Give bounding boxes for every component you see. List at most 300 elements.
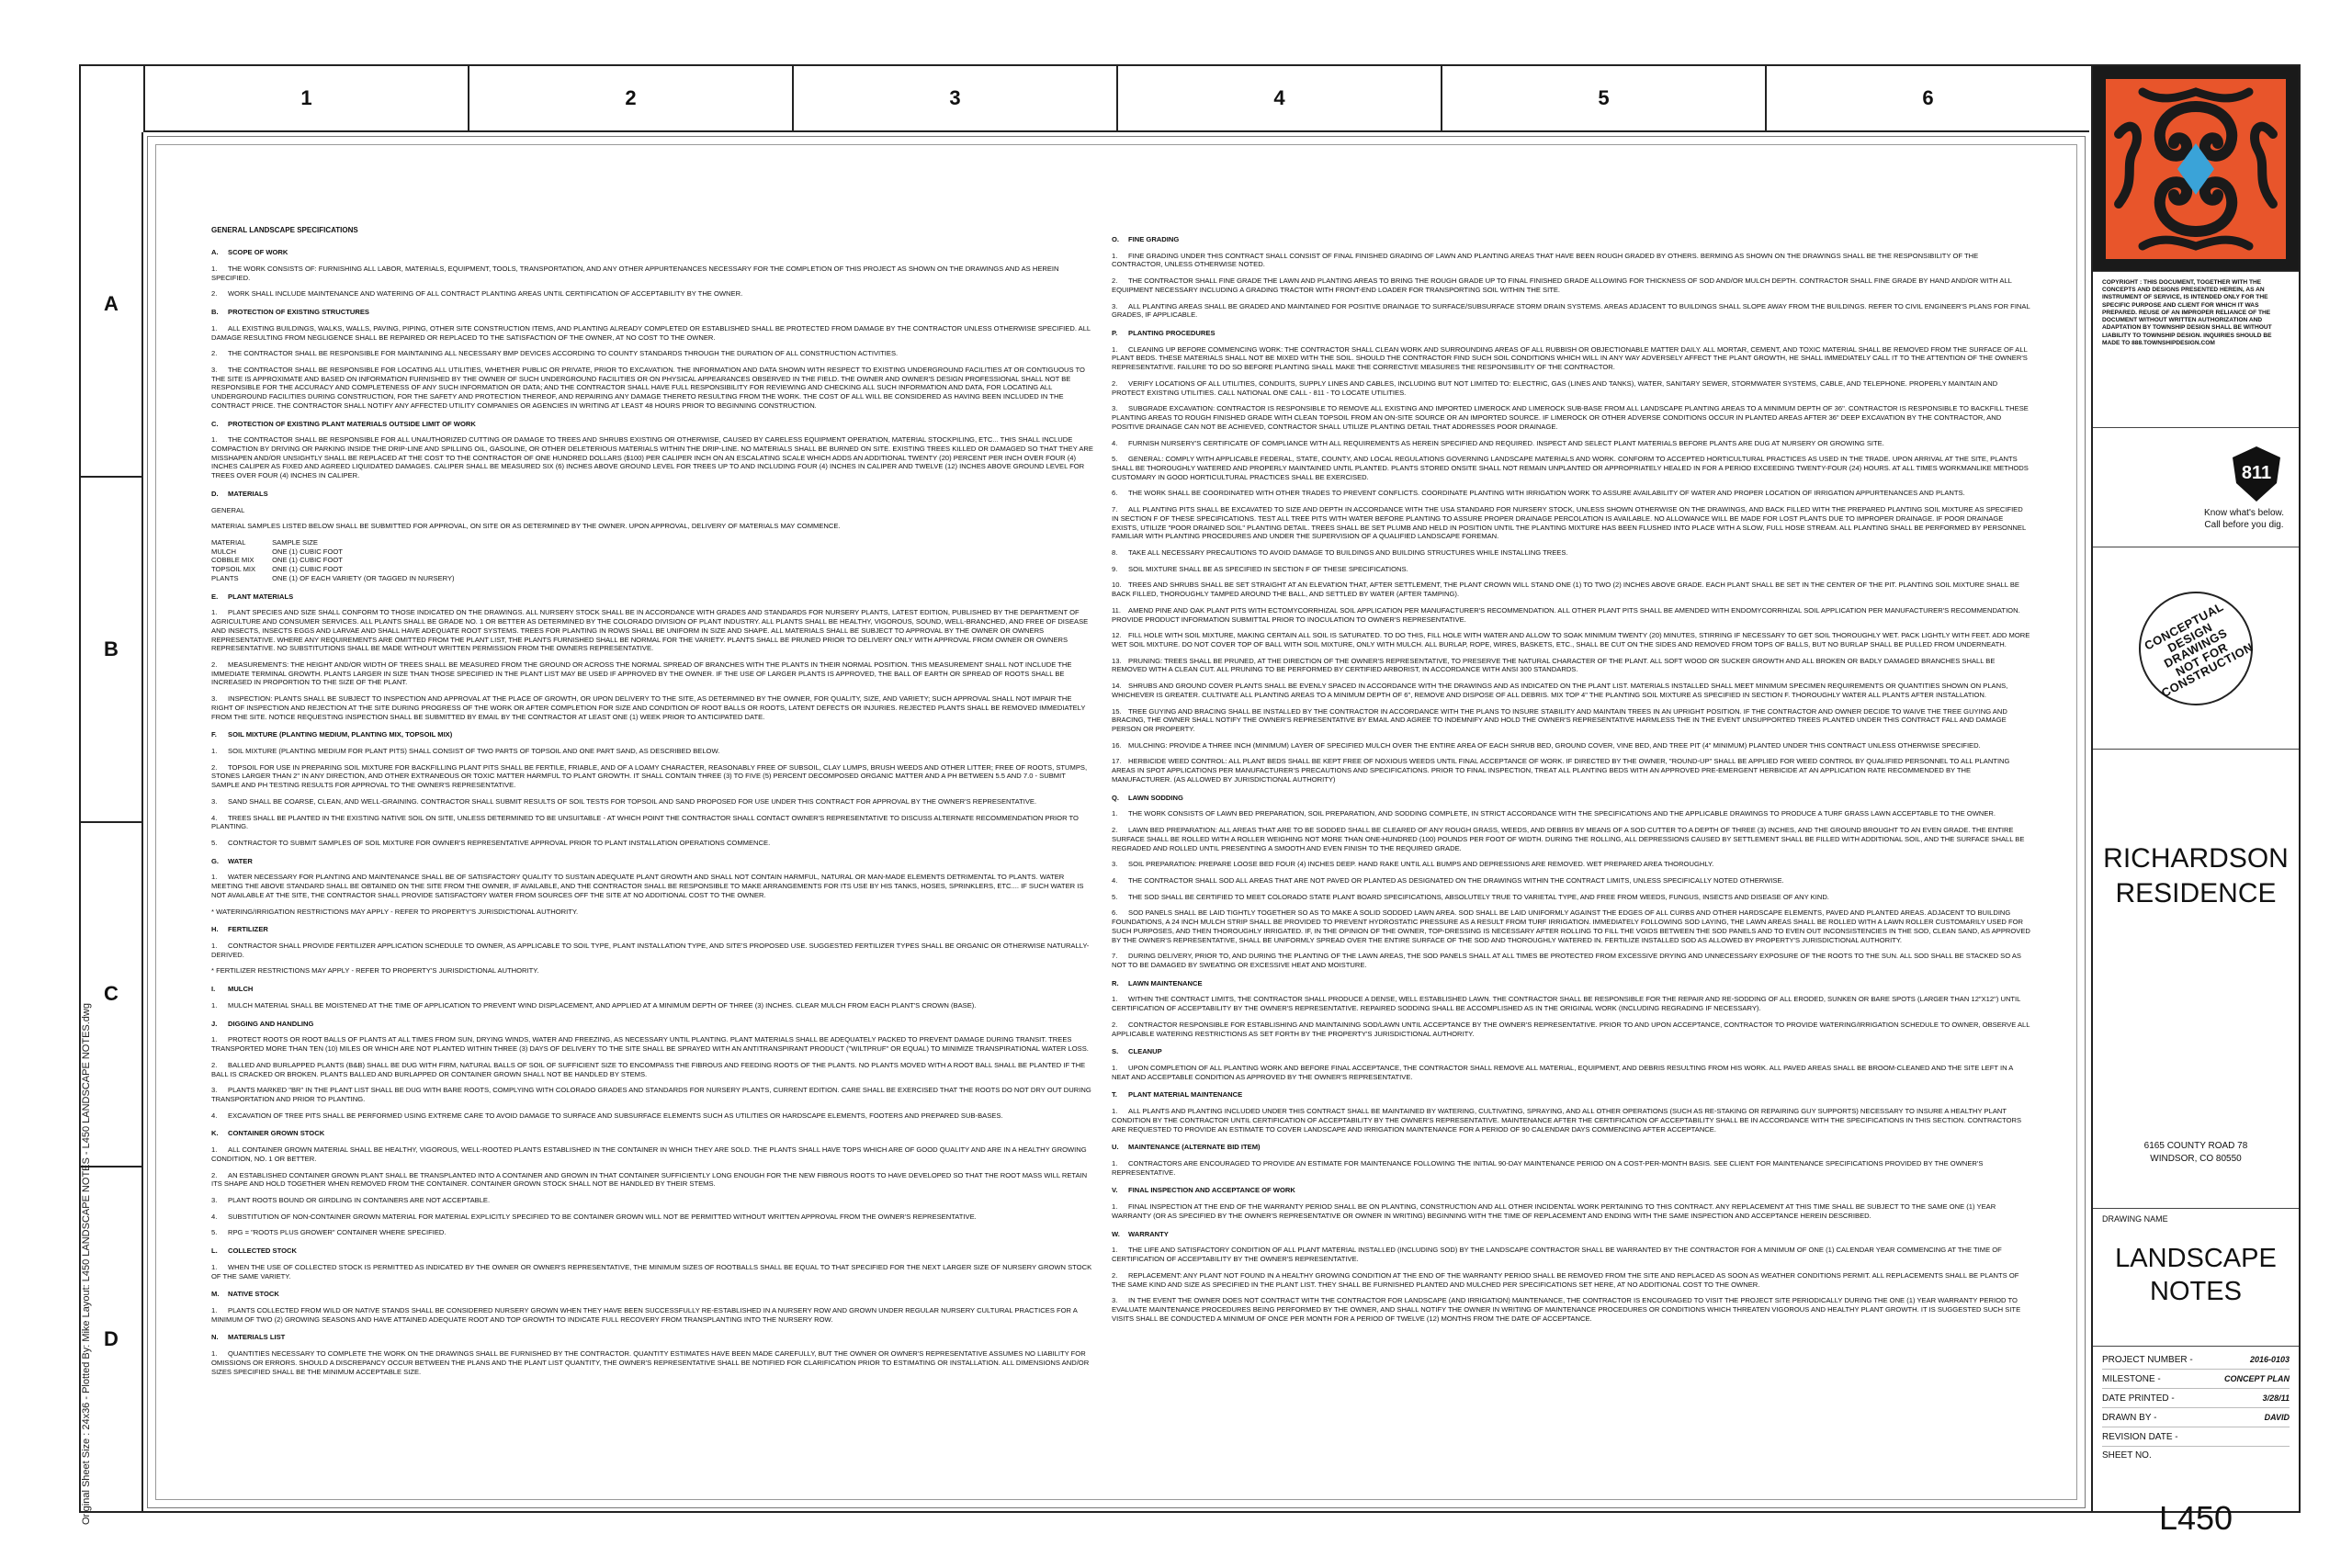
note-text: UPON COMPLETION OF ALL PLANTING WORK AND BEFORE FINAL ACCEPTANCE, THE CONTRACTOR SHALL REMOVE ALL MATERIAL, EQUIPMENT, AND DEBRIS RESULTING FROM HIS WORK. ALL PAVED AREAS SHALL BE BROOM-CLEANED AND THE SITE LEFT IN A NEAT AND ACCEPTABLE CONDITION AS APPROVED BY THE OWNER'S REPRESENTATIVE.: [1112, 1064, 2013, 1081]
note-paragraph: [211, 366, 1093, 411]
note-text: BALLED AND BURLAPPED PLANTS (B&B) SHALL BE DUG WITH FIRM, NATURAL BALLS OF SOIL OF SUFFICIENT SIZE TO ENCOMPASS THE FIBROUS AND FEEDING ROOTS OF THE PLANTS. NO PLANTS MOVED WITH A ROOT BALL SHALL BE PLANTED IF THE BALL IS CRACKED OR BROKEN. PLANTS BALLED AND BURLAPPED OR CONTAINER GROWN SHALL NOT BE HANDLED BY STEMS.: [211, 1060, 1086, 1078]
table-row: [211, 556, 471, 565]
note-number: 10.: [1112, 581, 1122, 590]
note-text: ALL PLANTS AND PLANTING INCLUDED UNDER THIS CONTRACT SHALL BE MAINTAINED BY WATERING, CULTIVATING, SPRAYING, AND ALL OTHER OPERATIONS (SUCH AS RE-STAKING OR REPAIRING GUY SUPPORTS) NECESSARY TO INSURE A HEALTHY PLANT CONDITION BY THE CONTRACTOR UNTIL CERTIFICATION OF ACCEPTABILITY BY THE OWNER'S REPRESENTATIVE. MAINTENANCE AFTER THE CERTIFICATION OF ACCEPTABILITY SHALL BE IN ACCORDANCE WITH THE SPECIFICATIONS IN THIS SECTION. CONTRACTORS ARE REQUESTED TO PROVIDE AN ESTIMATE TO COVER LANDSCAPE AND IRRIGATION MAINTENANCE FOR A PERIOD OF 90 CALENDAR DAYS COMMENCING AFTER ACCEPTANCE.: [1112, 1107, 2022, 1134]
section-heading: [211, 248, 1093, 257]
note-text: GENERAL: COMPLY WITH APPLICABLE FEDERAL, STATE, COUNTY, AND LOCAL REGULATIONS GOVERNING LANDSCAPE MATERIALS AND WORK. CONFORM TO ACCEPTED HORTICULTURAL PRACTICES AS USED IN THE TRADE. UPON ARRIVAL AT THE SITE, PLANTS SHALL BE THOROUGHLY WATERED AND PROPERLY MAINTAINED UNTIL PLANTED. PLANTS STORED ONSITE SHALL NOT REMAIN UNPLANTED OR APPROPRIATELY HEALED IN FOR A PERIOD EXCEEDING TWENTY-FOUR (24) HOURS. AT ALL TIMES WORKMANLIKE METHODS CUSTOMARY IN GOOD HORTICULTURAL PRACTICES SHALL BE EXERCISED.: [1112, 455, 2029, 481]
drawing-name: LANDSCAPE NOTES: [2115, 1244, 2277, 1307]
table-cell: TOPSOIL MIX: [211, 565, 256, 574]
section-letter: B.: [211, 308, 219, 317]
section-title: CONTAINER GROWN STOCK: [228, 1129, 325, 1138]
note-text: WITHIN THE CONTRACT LIMITS, THE CONTRACTOR SHALL PRODUCE A DENSE, WELL ESTABLISHED LAWN. THE CONTRACTOR SHALL BE RESPONSIBLE FOR THE REPAIR AND RE-SODDING OF ALL ERODED, SUNKEN OR BARE SPOTS (LARGER THAN 12"X12") UNTIL CERTIFICATION OF ACCEPTABILITY BY THE OWNER'S REPRESENTATIVE. REPAIRED SODDING SHALL BE ACCOMPLISHED AS IN THE ORIGINAL WORK (INCLUDING REGRADING IF NECESSARY).: [1112, 995, 2021, 1013]
section-title: MAINTENANCE (ALTERNATE BID ITEM): [1128, 1143, 1261, 1152]
note-paragraph: [211, 324, 1093, 342]
note-paragraph: [1112, 302, 2030, 320]
note-number: 1.: [1112, 1107, 1118, 1116]
section-title: WARRANTY: [1128, 1229, 1169, 1238]
note-text: ALL PLANTING PITS SHALL BE EXCAVATED TO SIZE AND DEPTH IN ACCORDANCE WITH THE USA STANDARD FOR NURSERY STOCK, UNLESS SHOWN OTHERWISE ON THE DRAWINGS, AND BACK FILLED WITH THE PREPARED PLANTING SOIL MIXTURE AS SPECIFIED IN SECTION F OF THESE SPECIFICATIONS. TEST ALL TREE PITS WITH WATER BEFORE PLANTING TO ASSURE PROPER DRAINAGE PERCOLATION IS AVAILABLE. NO ALLOWANCE WILL BE MADE FOR LOST PLANTS DUE TO IMPROPER DRAINAGE. IF POOR DRAINAGE EXISTS, UTILIZE "POOR DRAINED SOIL" PLANTING DETAIL. TREES SHALL BE SET PLUMB AND HELD IN POSITION UNTIL THE PLANTING MIXTURE HAS BEEN FLUSHED INTO PLACE WITH A SLOW, FULL HOSE STREAM. ALL PLANTING SHALL BE PERFORMED BY PERSONNEL FAMILIAR WITH PLANTING PROCEDURES AND UNDER THE SUPERVISION OF A QUALIFIED LANDSCAPE FOREMAN.: [1112, 505, 2026, 541]
note-number: 3.: [211, 694, 218, 704]
note-text: PLANT SPECIES AND SIZE SHALL CONFORM TO THOSE INDICATED ON THE DRAWINGS. ALL NURSERY STOCK SHALL BE IN ACCORDANCE WITH GRADES AND STANDARDS FOR NURSERY PLANTS, LATEST EDITION, PUBLISHED BY THE DEPARTMENT OF AGRICULTURE AND CONSUMER SERVICES. ALL PLANTS SHALL BE GRADE NO. 1 OR BETTER AS DETERMINED BY THE COLORADO DIVISION OF PLANT INDUSTRY. ALL PLANTS SHALL BE HEALTHY, VIGOROUS, SOUND, WELL-BRANCHED, AND FREE OF DISEASE AND INSECTS, INSECTS EGGS AND LARVAE AND SHALL HAVE ADEQUATE ROOT SYSTEMS. TREES FOR PLANTING IN ROWS SHALL BE UNIFORM IN SIZE AND SHAPE. ALL MATERIALS SHALL BE SUBJECT TO APPROVAL BY THE OWNER OR OWNERS REPRESENTATIVE. WHERE ANY REQUIREMENTS ARE OMITTED FROM THE PLANT LIST, THE PLANTS FURNISHED SHALL BE NORMAL FOR THE VARIETY. PLANTS SHALL BE PRUNED PRIOR TO DELIVERY ONLY WITH APPROVAL FROM OWNER OR OWNERS REPRESENTATIVE. NO SUBSTITUTIONS SHALL BE MADE WITHOUT WRITTEN PERMISSION FROM THE OWNERS REPRESENTATIVE.: [211, 608, 1089, 653]
copyright-notice: COPYRIGHT : THIS DOCUMENT, TOGETHER WITH THE CONCEPTS AND DESIGNS PRESENTED HEREIN, AS AN INSTRUMENT OF SERVICE, IS INTENDED ONLY FOR THE SPECIFIC PURPOSE AND CLIENT FOR WHICH IT WAS PREPARED. REUSE OF AN IMPROPER RELIANCE OF THE DOCUMENT WITHOUT WRITTEN AUTHORIZATION AND ADAPTATION BY TOWNSHIP DESIGN SHALL BE WITHOUT LIABILITY TO TOWNSHIP DESIGN. INQUIRIES SHOULD BE MADE TO 888.TOWNSHIPDESIGN.COM: [2093, 272, 2299, 428]
section-heading: [211, 1333, 1093, 1342]
note-paragraph: [1112, 455, 2030, 481]
note-paragraph: [1112, 1246, 2030, 1263]
section-heading: [1112, 1047, 2030, 1056]
call-811-badge: [2093, 428, 2299, 547]
section-heading: [1112, 329, 2030, 338]
note-text: CONTRACTOR SHALL PROVIDE FERTILIZER APPLICATION SCHEDULE TO OWNER, AS APPLICABLE TO SOIL TYPE, PLANT INSTALLATION TYPE, AND SITE'S PROPOSED USE. SUGGESTED FERTILIZER TYPES SHALL BE ORGANIC OR OTHERWISE NATURALLY-DERIVED.: [211, 942, 1090, 959]
table-cell: ONE (1) CUBIC FOOT: [272, 556, 343, 565]
note-paragraph: [211, 1086, 1093, 1103]
note-text: ALL PLANTING AREAS SHALL BE GRADED AND MAINTAINED FOR POSITIVE DRAINAGE TO SURFACE/SUBSURFACE STORM DRAIN SYSTEMS. AREAS ADJACENT TO BUILDINGS SHALL SLOPE AWAY FROM THE BUILDINGS. REFER TO CIVIL ENGINEER'S PLANS FOR FINAL GRADES, IF APPLICABLE.: [1112, 301, 2030, 320]
section-title: PLANT MATERIALS: [228, 592, 294, 601]
dig-line-1: Know what's below.: [2204, 507, 2284, 518]
note-paragraph: [1112, 876, 2030, 886]
section-letter: U.: [1112, 1143, 1119, 1152]
note-text: THE LIFE AND SATISFACTORY CONDITION OF ALL PLANT MATERIAL INSTALLED (INCLUDING SOD) BY THE LANDSCAPE CONTRACTOR SHALL BE WARRANTED BY THE CONTRACTOR FOR A MINIMUM OF ONE (1) CALENDAR YEAR COMMENCING AT THE TIME OF CERTIFICATION OF ACCEPTABILITY BY THE OWNER'S REPRESENTATIVE.: [1112, 1246, 2002, 1264]
grid-column-label: 1: [143, 66, 468, 130]
note-number: 13.: [1112, 656, 1122, 665]
grid-row-label: B: [81, 476, 141, 821]
note-text: SUBSTITUTION OF NON-CONTAINER GROWN MATERIAL FOR MATERIAL EXPLICITLY SPECIFIED TO BE CONTAINER GROWN WILL NOT BE PERMITTED WITHOUT WRITTEN APPROVAL FROM THE OWNER'S REPRESENTATIVE.: [228, 1212, 977, 1221]
note-paragraph: [1112, 1296, 2030, 1323]
note-text: THE WORK SHALL BE COORDINATED WITH OTHER TRADES TO PREVENT CONFLICTS. COORDINATE PLANTING WITH IRRIGATION WORK TO ASSURE AVAILABILITY OF WATER AND PROPER LOCATION OF IRRIGATION APPURTENANCES AND PLANTS.: [1128, 489, 1965, 498]
section-title: CLEANUP: [1128, 1047, 1162, 1056]
note-text: THE CONTRACTOR SHALL SOD ALL AREAS THAT ARE NOT PAVED OR PLANTED AS DESIGNATED ON THE DRAWINGS WITHIN THE CONTRACT LIMITS, UNLESS SPECIFICALLY NOTED OTHERWISE.: [1128, 875, 1784, 885]
note-paragraph: [1112, 1107, 2030, 1134]
note-paragraph: [1112, 252, 2030, 269]
note-paragraph: [1112, 505, 2030, 541]
note-number: 3.: [211, 796, 218, 806]
note-text: TOPSOIL FOR USE IN PREPARING SOIL MIXTURE FOR BACKFILLING PLANT PITS SHALL BE FERTILE, FRIABLE, AND OF A LOAMY CHARACTER, REASONABLY FREE OF SUBSOIL, CLAY LUMPS, BRUSH WEEDS AND OTHER LITTER; FREE OF ROOTS, STUMPS, STONES LARGER THAN 2" IN ANY DIRECTION, AND OTHER EXTRANEOUS OR TOXIC MATTER HARMFUL TO PLANT GROWTH. IT SHALL CONTAIN THREE (3) TO FIVE (5) PERCENT DECOMPOSED ORGANIC MATTER AND A PH BETWEEN 5.5 AND 7.0 - SUBMIT SAMPLE AND PH TESTING RESULTS FOR APPROVAL TO THE OWNER'S REPRESENTATIVE.: [211, 762, 1088, 790]
section-title: SOIL MIXTURE (PLANTING MEDIUM, PLANTING MIX, TOPSOIL MIX): [228, 730, 453, 739]
notes-column-right: [1112, 226, 2030, 1330]
note-paragraph: [211, 908, 1093, 917]
note-paragraph: [1112, 489, 2030, 498]
drawing-name-box: [2093, 1209, 2299, 1347]
section-heading: [1112, 1230, 2030, 1239]
note-paragraph: [211, 1306, 1093, 1324]
note-paragraph: [211, 1213, 1093, 1222]
info-row-drawn-by: [2102, 1408, 2290, 1427]
note-text: THE SOD SHALL BE CERTIFIED TO MEET COLORADO STATE PLANT BOARD SPECIFICATIONS, ABSOLUTELY TRUE TO VARIETAL TYPE, AND FREE FROM WEEDS, FUNGUS, INSECTS AND DISEASE OF ANY KIND.: [1128, 892, 1829, 901]
conceptual-stamp-area: [2093, 547, 2299, 750]
section-heading: [211, 1290, 1093, 1299]
table-row: [211, 565, 471, 574]
section-title: MULCH: [228, 985, 254, 994]
note-number: 1.: [211, 1306, 218, 1315]
section-heading: [211, 420, 1093, 429]
note-text: DURING DELIVERY, PRIOR TO, AND DURING THE PLANTING OF THE LAWN AREAS, THE SOD PANELS SHALL AT ALL TIMES BE PROTECTED FROM EXCESSIVE DRYING AND UNNECESSARY EXPOSURE OF THE ROOTS TO THE SUN. ALL SOD SHALL BE STACKED SO AS NOT TO BE DAMAGED BY SWEATING OR EXCESSIVE HEAT AND MOISTURE.: [1112, 952, 2021, 969]
logo: [2093, 66, 2299, 272]
note-paragraph: [211, 660, 1093, 687]
section-letter: C.: [211, 419, 219, 428]
note-paragraph: [1112, 631, 2030, 649]
note-text: TREE GUYING AND BRACING SHALL BE INSTALLED BY THE CONTRACTOR IN ACCORDANCE WITH THE PLANS TO INSURE STABILITY AND MAINTAIN TREES IN AN UPRIGHT POSITION. IF THE CONTRACTOR AND OWNER DECIDE TO WAIVE THE TREE GUYING AND BRACING, THE OWNER SHALL NOTIFY THE OWNER'S REPRESENTATIVE BY EMAIL AND AGREE TO INDEMNIFY AND HOLD THE OWNER'S REPRESENTATIVE HARMLESS THE IN THE EVENT UNSUPPORTED TREES PLANTED UNDER THIS CONTRACT FALL AND DAMAGE PERSON OR PROPERTY.: [1112, 706, 2007, 734]
info-row-project-number: [2102, 1350, 2290, 1370]
note-number: 1.: [1112, 344, 1118, 354]
section-heading: [1112, 794, 2030, 803]
note-paragraph: [1112, 995, 2030, 1012]
note-number: 16.: [1112, 740, 1122, 750]
note-number: 1.: [211, 942, 218, 951]
notes-title: GENERAL LANDSCAPE SPECIFICATIONS: [211, 226, 358, 234]
section-letter: M.: [211, 1290, 220, 1299]
section-heading: [211, 730, 1093, 739]
table-cell: ONE (1) OF EACH VARIETY (OR TAGGED IN NURSERY): [272, 573, 455, 582]
note-number: 1.: [211, 264, 218, 273]
note-paragraph: [211, 873, 1093, 899]
info-label: MILESTONE -: [2102, 1373, 2161, 1384]
note-paragraph: [1112, 1021, 2030, 1038]
section-title: MATERIALS LIST: [228, 1333, 286, 1342]
section-title: FINE GRADING: [1128, 235, 1180, 243]
note-text: CONTRACTORS ARE ENCOURAGED TO PROVIDE AN ESTIMATE FOR MAINTENANCE FOLLOWING THE INITIAL 90-DAY MAINTENANCE PERIOD ON A COST-PER-MONTH BASIS. SEE CLIENT FOR MAINTENANCE SPECIFICATIONS PROVIDED BY THE OWNER'S REPRESENTATIVE.: [1112, 1159, 1984, 1177]
section-heading: [211, 925, 1093, 934]
note-text: PLANTS MARKED "BR" IN THE PLANT LIST SHALL BE DUG WITH BARE ROOTS, COMPLYING WITH COLORADO GRADES AND STANDARDS FOR NURSERY PLANTS, CURRENT EDITION. CARE SHALL BE EXERCISED THAT THE ROOTS DO NOT DRY OUT DURING TRANSPORTATION AND PRIOR TO PLANTING.: [211, 1086, 1091, 1103]
note-text: GENERAL: [211, 505, 245, 514]
note-paragraph: [211, 966, 1093, 976]
note-number: 4.: [1112, 438, 1118, 447]
note-text: INSPECTION: PLANTS SHALL BE SUBJECT TO INSPECTION AND APPROVAL AT THE PLACE OF GROWTH, OR UPON DELIVERY TO THE SITE, AS DETERMINED BY THE OWNER, FOR QUALITY, SIZE, AND VARIETY; SUCH APPROVAL SHALL NOT IMPAIR THE RIGHT OF INSPECTION AND REJECTION AT THE SITE DURING PROGRESS OF THE WORK OR AFTER COMPLETION FOR SIZE AND CONDITION OF ROOT BALLS OR ROOTS, LATENT DEFECTS OR INJURIES. REJECTED PLANTS SHALL BE REMOVED IMMEDIATELY FROM THE SITE. NOTICE REQUESTING INSPECTION SHALL BE SUBMITTED BY EMAIL BY THE CONTRACTOR AT LEAST ONE (1) WEEK PRIOR TO ANTICIPATED DATE.: [211, 694, 1086, 721]
table-row: [211, 574, 471, 583]
grid-row-label: D: [81, 1166, 141, 1511]
note-number: 4.: [1112, 875, 1118, 885]
note-paragraph: [1112, 741, 2030, 750]
sheet-inner-border: [155, 144, 2077, 1500]
grid-column-label: 2: [468, 66, 792, 130]
note-number: 1.: [1112, 1064, 1118, 1072]
section-letter: P.: [1112, 329, 1118, 338]
note-number: 5.: [1112, 892, 1118, 901]
note-text: ALL EXISTING BUILDINGS, WALKS, WALLS, PAVING, PIPING, OTHER SITE CONSTRUCTION ITEMS, AND PLANTING ALREADY COMPLETED OR ESTABLISHED SHALL BE PROTECTED FROM DAMAGE BY THE CONTRACTOR UNLESS OTHERWISE SPECIFIED. ALL DAMAGE RESULTING FROM NEGLIGENCE SHALL BE REPAIRED OR REPLACED TO THE SATISFACTION OF THE OWNER, AT NO COST TO THE OWNER.: [211, 323, 1091, 342]
note-number: 3.: [1112, 1296, 1118, 1305]
note-paragraph: [1112, 682, 2030, 699]
note-text: HERBICIDE WEED CONTROL: ALL PLANT BEDS SHALL BE KEPT FREE OF NOXIOUS WEEDS UNTIL FINAL ACCEPTANCE OF WORK. IF DIRECTED BY THE OWNER, "ROUND-UP" SHALL BE APPLIED FOR WEED CONTROL BY QUALIFIED PERSONNEL TO ALL PLANTING AREAS IN SPOT APPLICATIONS PER MANUFACTURER'S PRECAUTIONS AND SPECIFICATIONS. PRIOR TO FINAL INSPECTION, TREAT ALL PLANTING BEDS WITH AN APPROVED PRE-EMERGENT HERBICIDE AT AN APPLICATION RATE RECOMMENDED BY THE MANUFACTURER. (AS ALLOWED BY JURISDICTIONAL AUTHORITY): [1112, 757, 2010, 784]
note-paragraph: [211, 349, 1093, 358]
table-cell: ONE (1) CUBIC FOOT: [272, 547, 343, 556]
note-text: SAND SHALL BE COARSE, CLEAN, AND WELL-GRAINING. CONTRACTOR SHALL SUBMIT RESULTS OF SOIL TESTS FOR TOPSOIL AND SAND PROPOSED FOR USE UNDER THIS CONTRACT FOR APPROVAL BY THE OWNER'S REPRESENTATIVE.: [228, 796, 1037, 806]
note-text: TREES SHALL BE PLANTED IN THE EXISTING NATIVE SOIL ON SITE, UNLESS DETERMINED TO BE UNSUITABLE - AT WHICH POINT THE CONTRACTOR SHALL CONTACT OWNER'S REPRESENTATIVE TO DISCUSS ALTERNATE RECOMMENDATION PRIOR TO PLANTING.: [211, 813, 1079, 831]
section-title: PLANT MATERIAL MAINTENANCE: [1128, 1090, 1243, 1100]
grid-row-label: C: [81, 821, 141, 1167]
section-title: PROTECTION OF EXISTING STRUCTURES: [228, 308, 369, 317]
note-number: 1.: [211, 1035, 218, 1044]
note-number: 1.: [1112, 1159, 1118, 1168]
note-number: 3.: [211, 1195, 218, 1204]
note-number: 2.: [1112, 378, 1118, 388]
note-number: 1.: [211, 873, 218, 882]
note-number: 1.: [211, 1262, 218, 1271]
note-number: 2.: [211, 1170, 218, 1179]
note-number: 9.: [1112, 564, 1118, 573]
note-text: TREES AND SHRUBS SHALL BE SET STRAIGHT AT AN ELEVATION THAT, AFTER SETTLEMENT, THE PLANT CROWN WILL STAND ONE (1) TO TWO (2) INCHES ABOVE GRADE. EACH PLANT SHALL BE SET IN THE CENTER OF THE PIT. PLANTING SOIL MIXTURE SHALL BE BACK FILLED, THOROUGHLY TAMPED AROUND THE BALL, AND SETTLED BY WATER (AFTER TAMPING).: [1112, 581, 2019, 599]
note-paragraph: [211, 1145, 1093, 1163]
info-label: DATE PRINTED -: [2102, 1393, 2175, 1404]
section-heading: [211, 985, 1093, 994]
info-value: DAVID: [2264, 1413, 2290, 1422]
grid-column-label: 5: [1441, 66, 1765, 130]
note-paragraph: [1112, 1159, 2030, 1177]
dig-line-2: Call before you dig.: [2204, 519, 2284, 530]
note-number: 1.: [1112, 995, 1118, 1004]
note-number: 7.: [1112, 505, 1118, 514]
section-letter: A.: [211, 248, 219, 257]
note-text: PRUNING: TREES SHALL BE PRUNED, AT THE DIRECTION OF THE OWNER'S REPRESENTATIVE, TO PRESERVE THE NATURAL CHARACTER OF THE PLANT. ALL SOFT WOOD OR SUCKER GROWTH AND ALL BROKEN OR BADLY DAMAGED BRANCHES SHALL BE REMOVED WITH A CLEAN CUT. ALL PRUNING TO BE PERFORMED BY CERTIFIED ARBORIST, IN ACCORDANCE WITH ANSI 300 STANDARDS.: [1112, 656, 1996, 674]
note-text: WHEN THE USE OF COLLECTED STOCK IS PERMITTED AS INDICATED BY THE OWNER OR OWNER'S REPRESENTATIVE, THE MINIMUM SIZES OF ROOTBALLS SHALL BE EQUAL TO THAT SPECIFIED FOR THE NEXT LARGER SIZE OF NURSERY GROWN STOCK OF THE SAME VARIETY.: [211, 1262, 1092, 1280]
project-address: 6165 COUNTY ROAD 78 WINDSOR, CO 80550: [2143, 1141, 2248, 1164]
section-heading: [1112, 1090, 2030, 1100]
info-row-milestone: [2102, 1370, 2290, 1389]
note-number: 14.: [1112, 682, 1122, 691]
section-heading: [211, 1129, 1093, 1138]
note-paragraph: [1112, 548, 2030, 558]
note-text: ALL CONTAINER GROWN MATERIAL SHALL BE HEALTHY, VIGOROUS, WELL-ROOTED PLANTS ESTABLISHED IN THE CONTAINER IN WHICH THEY ARE SOLD. THE PLANTS SHALL HAVE TOPS WHICH ARE OF GOOD QUALITY AND ARE IN A HEALTHY GROWING CONDITION, NO. 1 OR BETTER.: [211, 1145, 1087, 1163]
note-paragraph: [1112, 707, 2030, 734]
section-title: NATIVE STOCK: [228, 1290, 279, 1299]
info-label: PROJECT NUMBER -: [2102, 1354, 2193, 1365]
section-heading: [1112, 1143, 2030, 1152]
note-paragraph: [211, 1001, 1093, 1010]
note-paragraph: [1112, 581, 2030, 598]
note-text: SOD PANELS SHALL BE LAID TIGHTLY TOGETHER SO AS TO MAKE A SOLID SODDED LAWN AREA. SOD SHALL BE LAID UNIFORMLY AGAINST THE EDGES OF ALL CURBS AND OTHER HARDSCAPE ELEMENTS, PAVED AND PLANTED AREAS. ADJACENT TO BUILDING FOUNDATIONS, A 24 INCH MULCH STRIP SHALL BE PROVIDED TO PREVENT HYDROSTATIC PRESSURE AS A RESULT FROM TURF IRRIGATION. IMMEDIATELY FOLLOWING SOD LAYING, THE LAWN AREAS SHALL BE ROLLED WITH A LAWN ROLLER CUSTOMARILY USED FOR SUCH PURPOSES, AND THEN THOROUGHLY IRRIGATED. IF, IN THE OPINION OF THE OWNER, TOP-DRESSING IS NECESSARY AFTER ROLLING TO FILL THE VOIDS BETWEEN THE SOD PANELS AND TO EVEN OUT INCONSISTENCIES IN THE SOD, CLEAN SAND, AS APPROVED BY THE OWNER'S REPRESENTATIVE, SHALL BE UNIFORMLY SPREAD OVER THE ENTIRE SURFACE OF THE SOD AND THOROUGHLY WATERED IN. FERTILIZE INSTALLED SOD AS ALLOWED BY PROPERTY'S JURISDICTIONAL AUTHORITY.: [1112, 908, 2030, 944]
note-text: EXCAVATION OF TREE PITS SHALL BE PERFORMED USING EXTREME CARE TO AVOID DAMAGE TO SURFACE AND SUBSURFACE ELEMENTS SUCH AS UTILITIES OR HARDSCAPE ELEMENTS, FOOTERS AND PREPARED SUB-BASES.: [228, 1111, 1003, 1120]
table-row: [211, 547, 471, 557]
section-title: MATERIALS: [228, 489, 268, 498]
note-paragraph: [211, 694, 1093, 721]
note-paragraph: [211, 506, 1093, 515]
note-number: 3.: [211, 365, 218, 374]
section-heading: [1112, 1186, 2030, 1195]
note-paragraph: [1112, 860, 2030, 869]
section-title: FINAL INSPECTION AND ACCEPTANCE OF WORK: [1128, 1186, 1295, 1195]
note-text: RPG = "ROOTS PLUS GROWER" CONTAINER WHERE SPECIFIED.: [228, 1228, 447, 1237]
project-name: RICHARDSON RESIDENCE: [2103, 843, 2289, 908]
note-number: 15.: [1112, 706, 1122, 716]
table-cell: ONE (1) CUBIC FOOT: [272, 565, 343, 574]
note-number: 1.: [211, 608, 218, 617]
note-number: 3.: [1112, 404, 1118, 413]
note-paragraph: [211, 435, 1093, 480]
note-paragraph: [1112, 952, 2030, 969]
note-number: 1.: [1112, 1202, 1118, 1212]
note-number: 1.: [1112, 1246, 1118, 1255]
note-text: THE CONTRACTOR SHALL BE RESPONSIBLE FOR ALL UNAUTHORIZED CUTTING OR DAMAGE TO TREES AND SHRUBS EXISTING OR OTHERWISE, CAUSED BY CARELESS EQUIPMENT OPERATION, MATERIAL STOCKPILING, ETC... THIS SHALL INCLUDE COMPACTION BY DRIVING OR PARKING INSIDE THE DRIP-LINE AND SPILLING OIL, GASOLINE, OR OTHER DELETERIOUS MATERIALS WITHIN THE DRIP-LINE. NO MATERIALS SHALL BE BURNED ON SITE. EXISTING TREES KILLED OR DAMAGED SO THAT THEY ARE MISSHAPEN AND/OR UNSIGHTLY SHALL BE REPLACED AT THE COST TO THE CONTRACTOR OF ONE HUNDRED DOLLARS ($100) PER CALIPER INCH ON AN ESCALATING SCALE WHICH ADDS AN ADDITIONAL TWENTY (20) PERCENT PER INCH OVER FOUR (4) INCHES CALIPER AS FIXED AND AGREED LIQUIDATED DAMAGES. CALIPER SHALL BE MEASURED SIX (6) INCHES ABOVE GROUND LEVEL FOR TREES UP TO AND INCLUDING FOUR (4) INCHES IN CALIPER AND TWELVE (12) INCHES ABOVE GROUND LEVEL FOR TREES OVER FOUR (4) INCHES IN CALIPER.: [211, 435, 1093, 480]
drawing-sheet-area: [147, 136, 2086, 1508]
note-text: SOIL MIXTURE (PLANTING MEDIUM FOR PLANT PITS) SHALL CONSIST OF TWO PARTS OF TOPSOIL AND ONE PART SAND, AS DESCRIBED BELOW.: [228, 746, 720, 755]
note-number: 2.: [1112, 276, 1118, 286]
table-cell: PLANTS: [211, 573, 239, 582]
note-number: 3.: [1112, 860, 1118, 869]
section-title: FERTILIZER: [228, 925, 268, 934]
note-number: 1.: [1112, 809, 1118, 818]
note-number: 1.: [211, 435, 218, 445]
note-number: 3.: [1112, 301, 1118, 310]
info-value: CONCEPT PLAN: [2223, 1374, 2290, 1383]
note-text: MATERIAL SAMPLES LISTED BELOW SHALL BE SUBMITTED FOR APPROVAL, ON SITE OR AS DETERMINED BY THE OWNER. UPON APPROVAL, DELIVERY OF MATERIALS MAY COMMENCE.: [211, 522, 841, 531]
note-text: MULCH MATERIAL SHALL BE MOISTENED AT THE TIME OF APPLICATION TO PREVENT WIND DISPLACEMENT, AND APPLIED AT A MINIMUM DEPTH OF THREE (3) INCHES. CLEAR MULCH FROM EACH PLANT'S CROWN (BASE).: [228, 1000, 977, 1010]
sheet-number: L450: [2158, 1499, 2233, 1537]
note-number: 5.: [211, 839, 218, 848]
sheet-info-box: [2093, 1347, 2299, 1568]
stamp-text: CONCEPTUAL DESIGN DRAWINGS NOT FOR CONSTRUCTION: [2142, 599, 2256, 700]
note-number: 1.: [211, 1000, 218, 1010]
table-cell: SAMPLE SIZE: [272, 538, 318, 547]
note-number: 1.: [1112, 251, 1118, 260]
note-text: THE CONTRACTOR SHALL FINE GRADE THE LAWN AND PLANTING AREAS TO BRING THE ROUGH GRADE UP TO FINAL FINISHED GRADE ALLOWING FOR THICKNESS OF SOD AND/OR MULCH DEPTH. CONTRACTOR SHALL FINE GRADE BY HAND AND/OR WITH ALL EQUIPMENT NECESSARY INCLUDING A GRADING TRACTOR WITH FRONT-END LOADER FOR TRANSPORTING SOIL WITHIN THE SITE.: [1112, 276, 2012, 294]
note-number: 2.: [211, 762, 218, 772]
dig-number: 811: [2241, 462, 2272, 483]
section-heading: [211, 592, 1093, 602]
note-text: CONTRACTOR RESPONSIBLE FOR ESTABLISHING AND MAINTAINING SOD/LAWN UNTIL ACCEPTANCE BY THE OWNER'S REPRESENTATIVE. PRIOR TO AND UPON ACCEPTANCE, CONTRACTOR TO PROVIDE WATERING/IRRIGATION SCHEDULE TO OWNER, OBSERVE ALL APPLICABLE WATERING RESTRICTIONS AS SET FORTH BY THE PROPERTY'S JURISDICTIONAL AUTHORITY.: [1112, 1020, 2030, 1038]
section-title: DIGGING AND HANDLING: [228, 1019, 314, 1028]
note-number: 2.: [1112, 1270, 1118, 1280]
note-paragraph: [211, 797, 1093, 807]
note-paragraph: [211, 1196, 1093, 1205]
section-letter: R.: [1112, 978, 1119, 987]
note-number: 6.: [1112, 489, 1118, 498]
note-paragraph: [1112, 439, 2030, 448]
table-cell: MULCH: [211, 547, 237, 556]
section-letter: S.: [1112, 1047, 1119, 1056]
grid-row-label: A: [104, 291, 119, 315]
note-number: 5.: [1112, 455, 1118, 464]
note-paragraph: [211, 289, 1093, 299]
note-paragraph: [1112, 826, 2030, 852]
note-paragraph: [1112, 657, 2030, 674]
grid-column-label: 4: [1116, 66, 1441, 130]
note-text: AMEND PINE AND OAK PLANT PITS WITH ECTOMYCORRHIZAL SOIL APPLICATION PER MANUFACTURER'S RECOMMENDATION. ALL OTHER PLANT PITS SHALL BE AMENDED WITH ENDOMYCORRHIZAL SOIL APPLICATION PER MANUFACTURER'S RECOMMENDATION. PROVIDE PRODUCT INFORMATION SUBMITTAL PRIOR TO INOCULATION TO OWNER'S REPRESENTATIVE.: [1112, 605, 2020, 624]
note-number: 2.: [211, 660, 218, 669]
note-text: FILL HOLE WITH SOIL MIXTURE, MAKING CERTAIN ALL SOIL IS SATURATED. TO DO THIS, FILL HOLE WITH WATER AND ALLOW TO SOAK MINIMUM TWENTY (20) MINUTES, STIRRING IF NECESSARY TO GET SOIL THOROUGHLY WET. PACK LIGHTLY WITH FEET. ADD MORE WET SOIL MIXTURE. DO NOT COVER TOP OF BALL WITH SOIL MIXTURE, ONLY WITH MULCH. ALL BURLAP, ROPE, WIRES, BASKETS, ETC., SHALL BE CUT ON THE SIDES AND REMOVED FROM TOPS OF BALLS, BUT NO BURLAP SHALL BE PULLED FROM UNDERNEATH.: [1112, 631, 2030, 649]
note-paragraph: [211, 1228, 1093, 1237]
shovel-811-icon: [2229, 445, 2284, 503]
note-text: * FERTILIZER RESTRICTIONS MAY APPLY - REFER TO PROPERTY'S JURISDICTIONAL AUTHORITY.: [211, 966, 539, 976]
section-heading: [211, 857, 1093, 866]
note-number: 5.: [211, 1228, 218, 1237]
section-letter: I.: [211, 985, 216, 994]
note-paragraph: [211, 839, 1093, 848]
note-number: 1.: [211, 746, 218, 755]
section-letter: T.: [1112, 1090, 1117, 1100]
note-paragraph: [211, 265, 1093, 282]
note-paragraph: [1112, 345, 2030, 372]
section-letter: G.: [211, 856, 220, 865]
note-number: 8.: [1112, 547, 1118, 557]
note-paragraph: [1112, 606, 2030, 624]
note-text: IN THE EVENT THE OWNER DOES NOT CONTRACT WITH THE CONTRACTOR FOR LANDSCAPE (AND IRRIGATION) MAINTENANCE, THE CONTRACTOR IS ENCOURAGED TO VISIT THE PROJECT SITE PERIODICALLY DURING THE ONE (1) YEAR WARRANTY PERIOD TO EVALUATE MAINTENANCE PROCEDURES BEING PERFORMED BY THE OWNER, AND SHALL NOTIFY THE OWNER IN WRITING OF MAINTENANCE PROCEDURES OR CONDITIONS WHICH THREATEN VIGOROUS AND HEALTHY PLANT GROWTH. IT IS SUGGESTED SUCH SITE VISITS SHALL BE CONDUCTED A MINIMUM OF ONCE PER MONTH FOR A PERIOD OF TWELVE (12) MONTHS FROM THE DATE OF ACCEPTANCE.: [1112, 1296, 2021, 1323]
grid-column-label: 3: [792, 66, 1116, 130]
note-text: THE CONTRACTOR SHALL BE RESPONSIBLE FOR LOCATING ALL UTILITIES, WHETHER PUBLIC OR PRIVATE, PRIOR TO EXCAVATION. THE INFORMATION AND DATA SHOWN WITH RESPECT TO EXISTING UNDERGROUND FACILITIES AT OR CONTIGUOUS TO THE SITE IS APPROXIMATE AND BASED ON INFORMATION FURNISHED BY THE OWNER OF SUCH UNDERGROUND FACILITIES OR ON PHYSICAL APPEARANCES OBSERVED IN THE FIELD. THE OWNER AND OWNER'S DESIGN PROFESSIONAL SHALL NOT BE RESPONSIBLE FOR THE ACCURACY AND COMPLETENESS OF ANY SUCH INFORMATION OR DATA; AND THE CONTRACTOR SHALL HAVE FULL RESPONSIBILITY FOR REVIEWING AND CHECKING ALL SUCH INFORMATION AND DATA, FOR LOCATING ALL UNDERGROUND FACILITIES DURING CONSTRUCTION, FOR THE SAFETY AND PROTECTION THEREOF, AND REPAIRING ANY DAMAGE THERETO RESULTING FROM THE WORK. THE COST OF ALL WILL BE CONSIDERED AS HAVING BEEN INCLUDED IN THE CONTRACT PRICE. THE CONTRACTOR SHALL NOTIFY ANY AFFECTED UTILITY COMPANIES OR AGENCIES IN WRITING AT LEAST 48 HOURS PRIOR TO BEGINNING CONSTRUCTION.: [211, 365, 1085, 410]
section-heading: [1112, 235, 2030, 244]
note-paragraph: [211, 942, 1093, 959]
note-text: SOIL PREPARATION: PREPARE LOOSE BED FOUR (4) INCHES DEEP. HAND RAKE UNTIL ALL BUMPS AND DEPRESSIONS ARE REMOVED. WET PREPARED AREA THOROUGHLY.: [1128, 860, 1714, 869]
note-text: CLEANING UP BEFORE COMMENCING WORK: THE CONTRACTOR SHALL CLEAN WORK AND SURROUNDING AREAS OF ALL RUBBISH OR OBJECTIONABLE MATTER DAILY. ALL MORTAR, CEMENT, AND TOXIC MATERIAL SHALL BE REMOVED FROM THE SURFACE OF ALL PLANT BEDS. THESE MATERIALS SHALL NOT BE MIXED WITH THE SOIL. SHOULD THE CONTRACTOR FIND SUCH SOIL CONDITIONS WHICH WILL IN ANY WAY ADVERSELY AFFECT THE PLANT GROWTH, HE SHALL IMMEDIATELY CALL IT TO THE ATTENTION OF THE OWNER'S REPRESENTATIVE. FAILURE TO DO SO BEFORE PLANTING SHALL MAKE THE CORRECTIVE MEASURES THE RESPONSIBILITY OF THE CONTRACTOR.: [1112, 344, 2028, 372]
note-paragraph: [211, 747, 1093, 756]
note-paragraph: [1112, 757, 2030, 784]
project-info: [2093, 750, 2299, 1209]
note-number: 2.: [211, 349, 218, 358]
sheet-number-label: SHEET NO.: [2102, 1450, 2152, 1461]
note-paragraph: [1112, 893, 2030, 902]
note-text: PLANT ROOTS BOUND OR GIRDLING IN CONTAINERS ARE NOT ACCEPTABLE.: [228, 1195, 491, 1204]
title-block: [2091, 64, 2301, 1537]
note-paragraph: [211, 1111, 1093, 1121]
section-letter: J.: [211, 1019, 218, 1028]
note-number: 6.: [1112, 908, 1118, 918]
note-number: 1.: [211, 323, 218, 333]
note-number: 1.: [211, 1349, 218, 1359]
note-text: WORK SHALL INCLUDE MAINTENANCE AND WATERING OF ALL CONTRACT PLANTING AREAS UNTIL CERTIFICATION OF ACCEPTABILITY BY THE OWNER.: [228, 289, 743, 299]
note-text: FURNISH NURSERY'S CERTIFICATE OF COMPLIANCE WITH ALL REQUIREMENTS AS HEREIN SPECIFIED AND REQUIRED. INSPECT AND SELECT PLANT MATERIALS BEFORE PLANTS ARE DUG AT NURSERY OR GROWING SITE.: [1128, 438, 1884, 447]
section-title: LAWN SODDING: [1128, 793, 1183, 802]
section-letter: F.: [211, 730, 217, 739]
note-text: WATER NECESSARY FOR PLANTING AND MAINTENANCE SHALL BE OF SATISFACTORY QUALITY TO SUSTAIN ADEQUATE PLANT GROWTH AND SHALL NOT CONTAIN HARMFUL, NATURAL OR MAN-MADE ELEMENTS DETRIMENTAL TO PLANTS. WATER MEETING THE ABOVE STANDARD SHALL BE OBTAINED ON THE SITE FROM THE OWNER, IF AVAILABLE, AND THE CONTRACTOR SHALL BE RESPONSIBLE TO MAKE ARRANGEMENTS FOR ITS USE BY HIS TANKS, HOSES, SPRINKLERS, ETC.... IF SUCH WATER IS NOT AVAILABLE AT THE SITE, THE CONTRACTOR SHALL PROVIDE SATISFACTORY WATER FROM SOURCES OFF THE SITE AT NO ADDITIONAL COST TO THE OWNER.: [211, 873, 1084, 899]
info-label: REVISION DATE -: [2102, 1431, 2178, 1442]
section-letter: D.: [211, 489, 219, 498]
conceptual-stamp: [2119, 571, 2273, 726]
note-text: THE WORK CONSISTS OF: FURNISHING ALL LABOR, MATERIALS, EQUIPMENT, TOOLS, TRANSPORTATION, AND ANY OTHER APPURTENANCES NECESSARY FOR THE COMPLETION OF THIS PROJECT AS SHOWN ON THE DRAWINGS AND AS HEREIN SPECIFIED.: [211, 264, 1059, 282]
note-number: 17.: [1112, 757, 1122, 766]
note-paragraph: [1112, 1064, 2030, 1081]
note-number: 4.: [211, 813, 218, 822]
note-text: CONTRACTOR TO SUBMIT SAMPLES OF SOIL MIXTURE FOR OWNER'S REPRESENTATIVE APPROVAL PRIOR TO PLANT INSTALLATION OPERATIONS COMMENCE.: [228, 839, 771, 848]
note-paragraph: [211, 1171, 1093, 1189]
note-text: VERIFY LOCATIONS OF ALL UTILITIES, CONDUITS, SUPPLY LINES AND CABLES, INCLUDING BUT NOT LIMITED TO: ELECTRIC, GAS (LINES AND TANKS), WATER, SANITARY SEWER, STORMWATER SYSTEMS, CABLE, AND TELEPHONE. PROPERLY MAINTAIN AND PROTECT EXISTING UTILITIES. CALL NATIONAL ONE CALL - 811 - TO LOCATE UTILITIES.: [1112, 378, 1998, 397]
table-cell: COBBLE MIX: [211, 556, 254, 565]
note-number: 2.: [211, 289, 218, 299]
note-paragraph: [211, 1035, 1093, 1053]
note-number: 4.: [211, 1212, 218, 1221]
section-heading: [211, 308, 1093, 317]
note-number: 12.: [1112, 631, 1122, 640]
info-label: DRAWN BY -: [2102, 1412, 2157, 1423]
row-grid-header: [81, 132, 143, 1511]
note-number: 4.: [211, 1111, 218, 1120]
section-title: WATER: [228, 856, 253, 865]
info-value: 2016-0103: [2249, 1355, 2290, 1364]
drawing-name-label: DRAWING NAME: [2102, 1214, 2168, 1224]
section-heading: [1112, 979, 2030, 988]
note-text: THE WORK CONSISTS OF LAWN BED PREPARATION, SOIL PREPARATION, AND SODDING COMPLETE, IN STRICT ACCORDANCE WITH THE SPECIFICATIONS AND THE APPLICABLE DRAWINGS TO PRODUCE A TURF GRASS LAWN ACCEPTABLE TO THE OWNER.: [1128, 809, 1996, 818]
material-samples-table: [211, 538, 471, 583]
info-row-date-printed: [2102, 1389, 2290, 1408]
note-number: 7.: [1112, 952, 1118, 961]
section-letter: V.: [1112, 1186, 1118, 1195]
note-number: 2.: [1112, 1020, 1118, 1029]
section-heading: [211, 490, 1093, 499]
note-number: 2.: [1112, 826, 1118, 835]
note-paragraph: [211, 1061, 1093, 1078]
note-text: * WATERING/IRRIGATION RESTRICTIONS MAY APPLY - REFER TO PROPERTY'S JURISDICTIONAL AUTHORITY.: [211, 907, 579, 916]
note-paragraph: [1112, 908, 2030, 944]
note-paragraph: [1112, 565, 2030, 574]
section-heading: [211, 1247, 1093, 1256]
column-grid-header: [143, 66, 2089, 132]
note-paragraph: [1112, 404, 2030, 431]
section-heading: [211, 1020, 1093, 1029]
section-letter: E.: [211, 592, 219, 601]
note-number: 11.: [1112, 605, 1121, 615]
section-letter: O.: [1112, 235, 1120, 243]
note-text: TAKE ALL NECESSARY PRECAUTIONS TO AVOID DAMAGE TO BUILDINGS AND BUILDING STRUCTURES WHILE INSTALLING TREES.: [1128, 547, 1568, 557]
section-title: SCOPE OF WORK: [228, 248, 288, 257]
note-paragraph: [1112, 809, 2030, 818]
section-letter: H.: [211, 925, 219, 934]
section-title: PROTECTION OF EXISTING PLANT MATERIALS OUTSIDE LIMIT OF WORK: [228, 419, 476, 428]
info-row-revision-date: [2102, 1427, 2290, 1447]
note-text: THE CONTRACTOR SHALL BE RESPONSIBLE FOR MAINTAINING ALL NECESSARY BMP DEVICES ACCORDING TO COUNTY STANDARDS THROUGH THE DURATION OF ALL CONSTRUCTION ACTIVITIES.: [228, 349, 899, 358]
